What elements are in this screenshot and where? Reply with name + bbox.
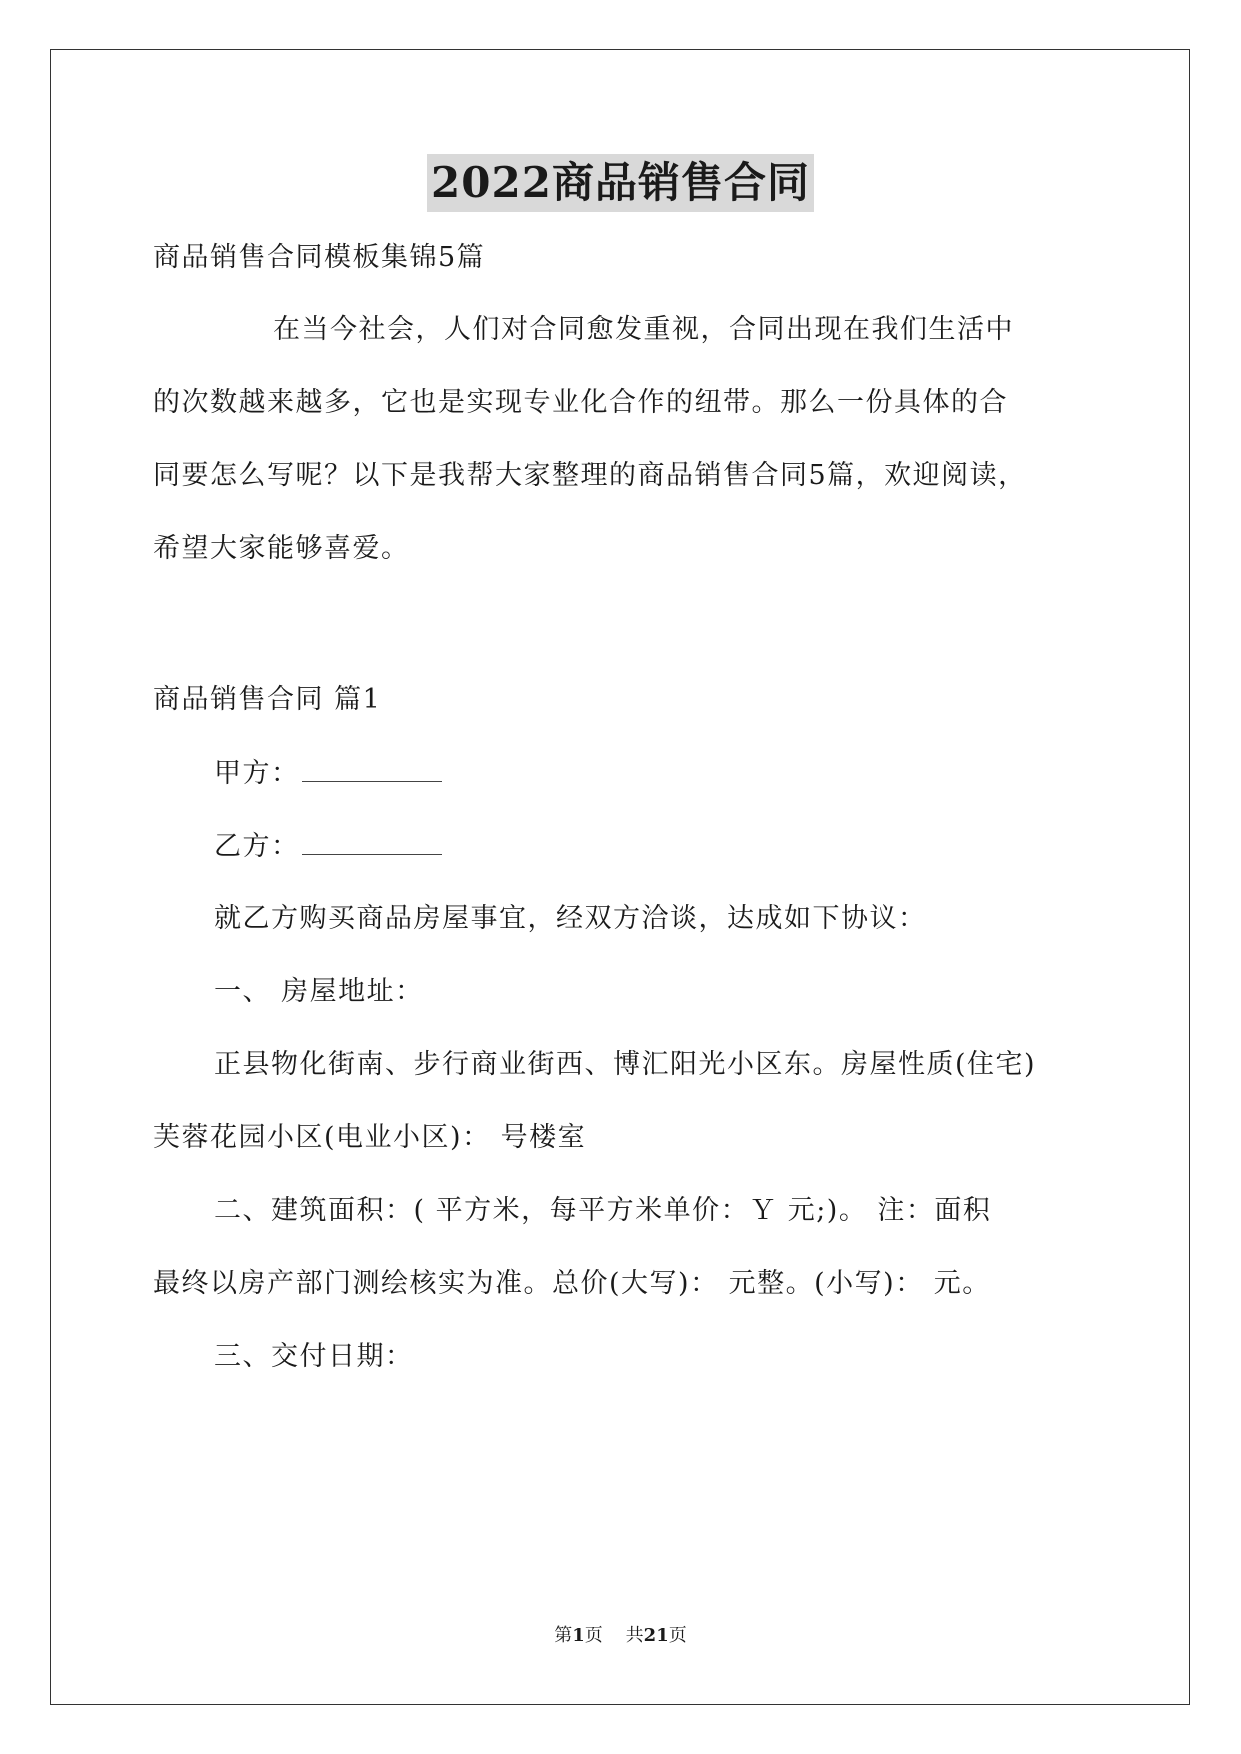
body-line-5: 二、建筑面积：( 平方米，每平方米单价：Ｙ 元;)。 注：面积	[214, 1195, 992, 1226]
intro-line-3: 同要怎么写呢？以下是我帮大家整理的商品销售合同5篇，欢迎阅读，	[153, 460, 1027, 491]
section-heading: 商品销售合同 篇1	[153, 684, 382, 715]
page-footer	[0, 1623, 1241, 1649]
party-a-label: 甲方：	[214, 758, 300, 789]
party-b-label: 乙方：	[214, 831, 300, 862]
body-line-3: 正县物化街南、步行商业街西、博汇阳光小区东。房屋性质(住宅)	[214, 1049, 1037, 1080]
footer-suffix: 页	[668, 1625, 687, 1646]
intro-line-4: 希望大家能够喜爱。	[153, 533, 410, 564]
body-line-4: 芙蓉花园小区(电业小区)： 号楼室	[153, 1122, 587, 1153]
page-border	[50, 49, 1190, 1705]
body-line-6: 最终以房产部门测绘核实为准。总价(大写)： 元整。(小写)： 元。	[153, 1268, 991, 1299]
party-a-blank	[302, 753, 442, 782]
body-line-1: 就乙方购买商品房屋事宜，经双方洽谈，达成如下协议：	[214, 903, 927, 934]
footer-total-pages: 21	[643, 1625, 669, 1646]
intro-line-1: 在当今社会，人们对合同愈发重视，合同出现在我们生活中	[273, 314, 1014, 345]
footer-prefix: 第	[554, 1625, 573, 1646]
body-line-7: 三、交付日期：	[214, 1341, 414, 1372]
body-line-2: 一、 房屋地址：	[214, 976, 424, 1007]
document-title: 2022商品销售合同	[427, 154, 814, 212]
document-title-wrap	[0, 154, 1241, 212]
intro-line-2: 的次数越来越多，它也是实现专业化合作的纽带。那么一份具体的合	[153, 387, 1008, 418]
footer-mid: 页 共	[584, 1625, 644, 1646]
party-b-blank	[302, 826, 442, 855]
party-b-line	[214, 826, 442, 867]
footer-page-number: 1	[572, 1625, 585, 1646]
document-subtitle: 商品销售合同模板集锦5篇	[153, 242, 486, 273]
party-a-line	[214, 753, 442, 794]
